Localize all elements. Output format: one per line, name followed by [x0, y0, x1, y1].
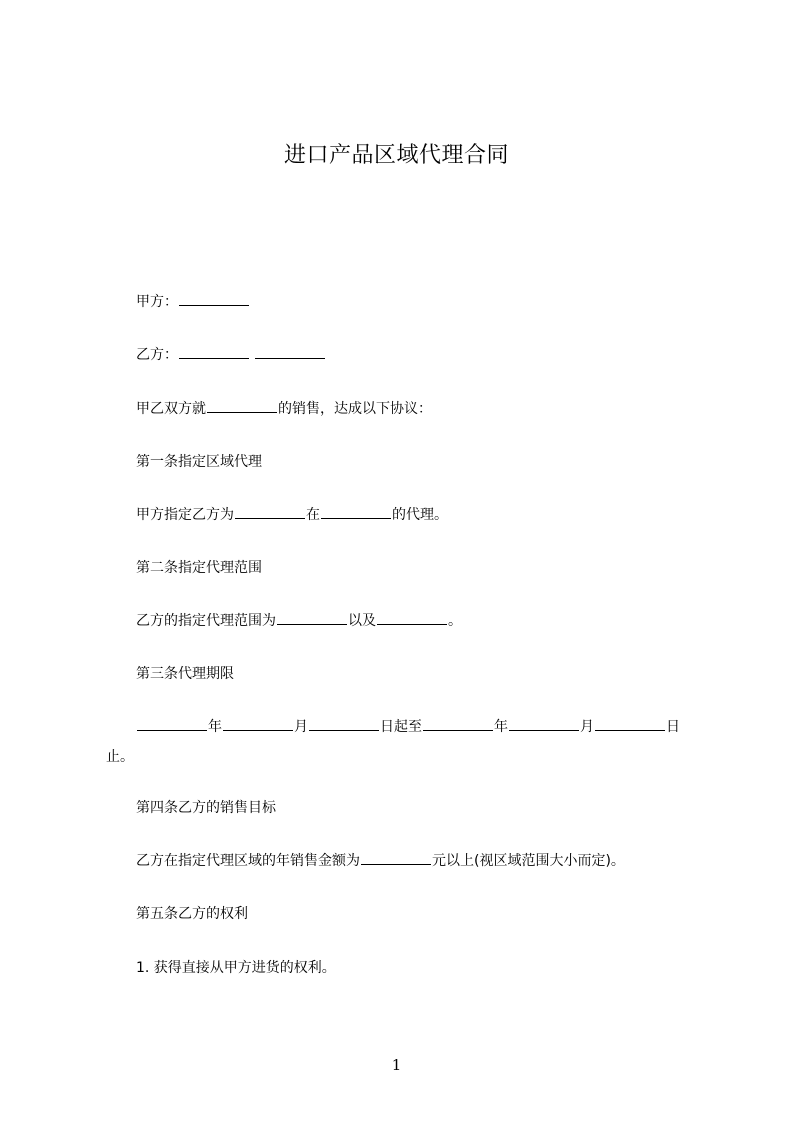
article-4-text-1: 乙方在指定代理区域的年销售金额为	[136, 853, 360, 869]
intro-prefix: 甲乙双方就	[136, 401, 206, 417]
article-4-blank	[361, 850, 431, 865]
intro-blank	[207, 398, 277, 413]
document-title: 进口产品区域代理合同	[283, 143, 509, 168]
article-1-text-1: 甲方指定乙方为	[136, 507, 234, 523]
start-year-blank	[137, 716, 207, 731]
article-1-text-3: 的代理。	[392, 507, 448, 523]
article-3-heading: 第三条代理期限	[136, 666, 234, 682]
party-a-line	[136, 291, 250, 313]
party-a-blank	[179, 291, 249, 306]
party-b-line	[136, 344, 326, 366]
end-year-label: 年	[494, 719, 508, 735]
article-1-text-2: 在	[306, 507, 320, 523]
end-month-label: 月	[580, 719, 594, 735]
end-day-blank	[595, 716, 665, 731]
intro-suffix: 的销售，达成以下协议：	[278, 401, 432, 417]
page-number: 1	[391, 1056, 402, 1074]
article-3-body	[106, 712, 704, 772]
article-2-heading: 第二条指定代理范围	[136, 560, 262, 576]
article-1-body	[136, 504, 448, 526]
article-2-text-1: 乙方的指定代理范围为	[136, 613, 276, 629]
party-b-blank-1	[179, 344, 249, 359]
article-2-blank-1	[277, 610, 347, 625]
article-1-heading: 第一条指定区域代理	[136, 454, 262, 470]
article-1-blank-1	[235, 504, 305, 519]
article-2-text-3: 。	[448, 613, 462, 629]
article-5-item-1: 1. 获得直接从甲方进货的权利。	[136, 960, 336, 976]
article-4-text-2: 元以上(视区域范围大小而定)。	[432, 853, 625, 869]
start-month-label: 月	[294, 719, 308, 735]
start-day-blank	[309, 716, 379, 731]
article-5-heading: 第五条乙方的权利	[136, 906, 248, 922]
party-b-label: 乙方：	[136, 347, 178, 363]
article-2-text-2: 以及	[348, 613, 376, 629]
party-a-label: 甲方：	[136, 294, 178, 310]
start-month-blank	[223, 716, 293, 731]
article-4-body	[136, 850, 625, 872]
party-b-blank-2	[255, 344, 325, 359]
intro-line	[136, 398, 432, 420]
start-year-label: 年	[208, 719, 222, 735]
article-2-body	[136, 610, 462, 632]
article-4-heading: 第四条乙方的销售目标	[136, 800, 276, 816]
end-day-label: 日止。	[106, 719, 680, 765]
start-day-label: 日起至	[380, 719, 422, 735]
end-month-blank	[509, 716, 579, 731]
article-1-blank-2	[321, 504, 391, 519]
article-2-blank-2	[377, 610, 447, 625]
end-year-blank	[423, 716, 493, 731]
